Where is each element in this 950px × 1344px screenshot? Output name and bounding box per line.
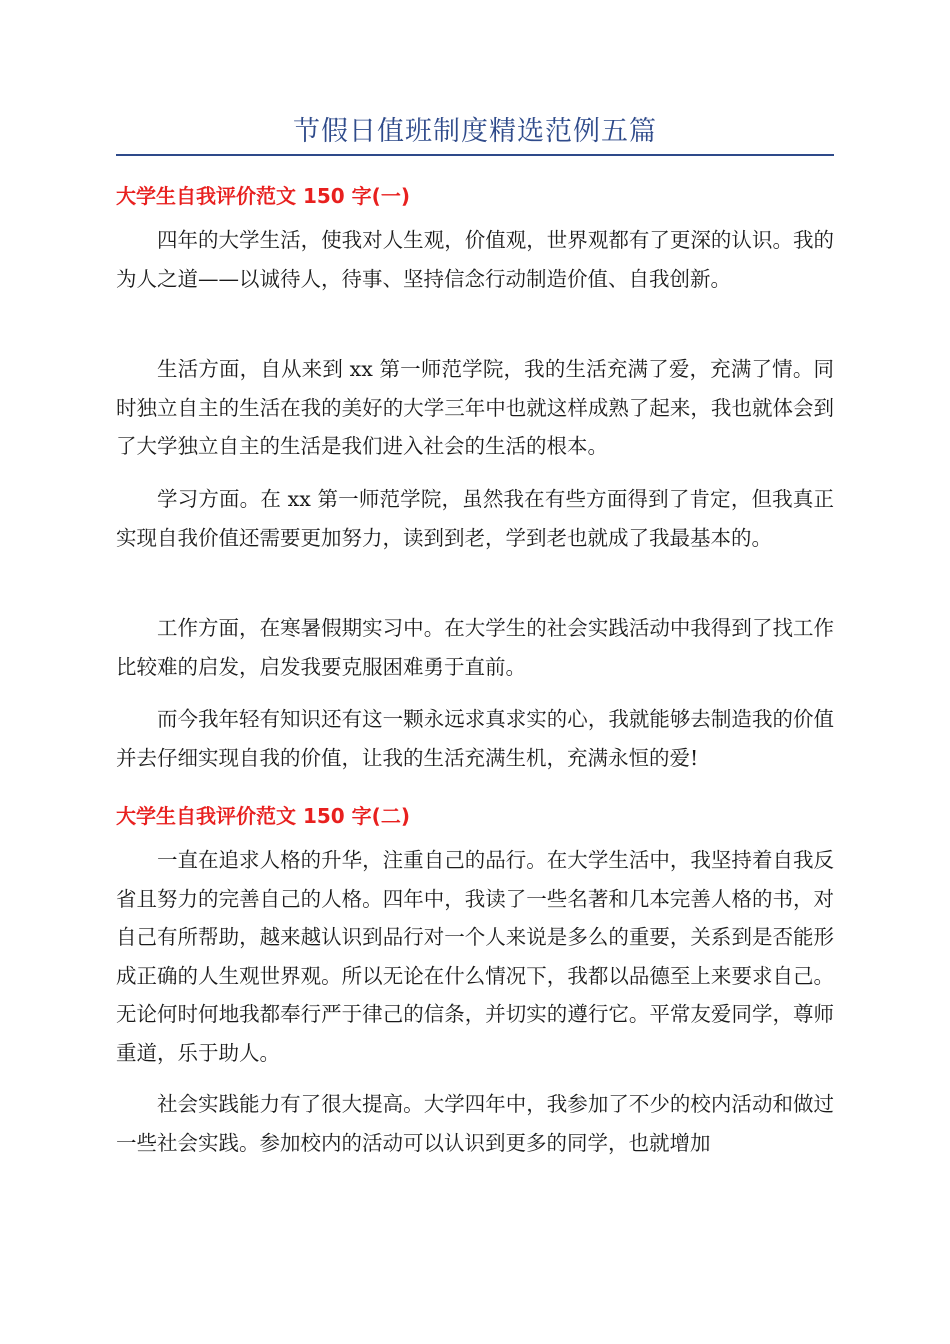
- section-1-paragraph-3: 学习方面。在 xx 第一师范学院，虽然我在有些方面得到了肯定，但我真正实现自我价值还需要更加努力，读到到老，学到老也就成了我最基本的。: [116, 487, 834, 550]
- section-2-paragraph-1: 一直在追求人格的升华，注重自己的品行。在大学生活中，我坚持着自我反省且努力的完善自己的人格。四年中，我读了一些名著和几本完善人格的书，对自己有所帮助，越来越认识到品行对一个人来说是多么的重要，关系到是否能形成正确的人生观世界观。所以无论在什么情况下，我都以品德至上来要求自己。无论何时何地我都奉行严于律己的信条，并切实的遵行它。平常友爱同学，尊师重道，乐于助人。: [116, 848, 834, 1065]
- section-1-paragraph-5: 而今我年轻有知识还有这一颗永远求真求实的心，我就能够去制造我的价值并去仔细实现自我的价值，让我的生活充满生机，充满永恒的爱!: [116, 707, 834, 770]
- document-title: 节假日值班制度精选范例五篇: [293, 116, 657, 147]
- title-underline: [116, 154, 834, 156]
- section-1-paragraph-1: 四年的大学生活，使我对人生观，价值观，世界观都有了更深的认识。我的为人之道——以诚待人，待事、坚持信念行动制造价值、自我创新。: [116, 228, 834, 291]
- section-heading-1: 大学生自我评价范文 150 字(一): [116, 184, 410, 208]
- section-heading-2: 大学生自我评价范文 150 字(二): [116, 804, 410, 828]
- section-2-paragraph-2: 社会实践能力有了很大提高。大学四年中，我参加了不少的校内活动和做过一些社会实践。参加校内的活动可以认识到更多的同学，也就增加: [116, 1092, 834, 1155]
- section-1-paragraph-4: 工作方面，在寒暑假期实习中。在大学生的社会实践活动中我得到了找工作比较难的启发，启发我要克服困难勇于直前。: [116, 616, 834, 679]
- section-1-paragraph-2: 生活方面，自从来到 xx 第一师范学院，我的生活充满了爱，充满了情。同时独立自主的生活在我的美好的大学三年中也就这样成熟了起来，我也就体会到了大学独立自主的生活是我们进入社会的生活的根本。: [116, 357, 834, 458]
